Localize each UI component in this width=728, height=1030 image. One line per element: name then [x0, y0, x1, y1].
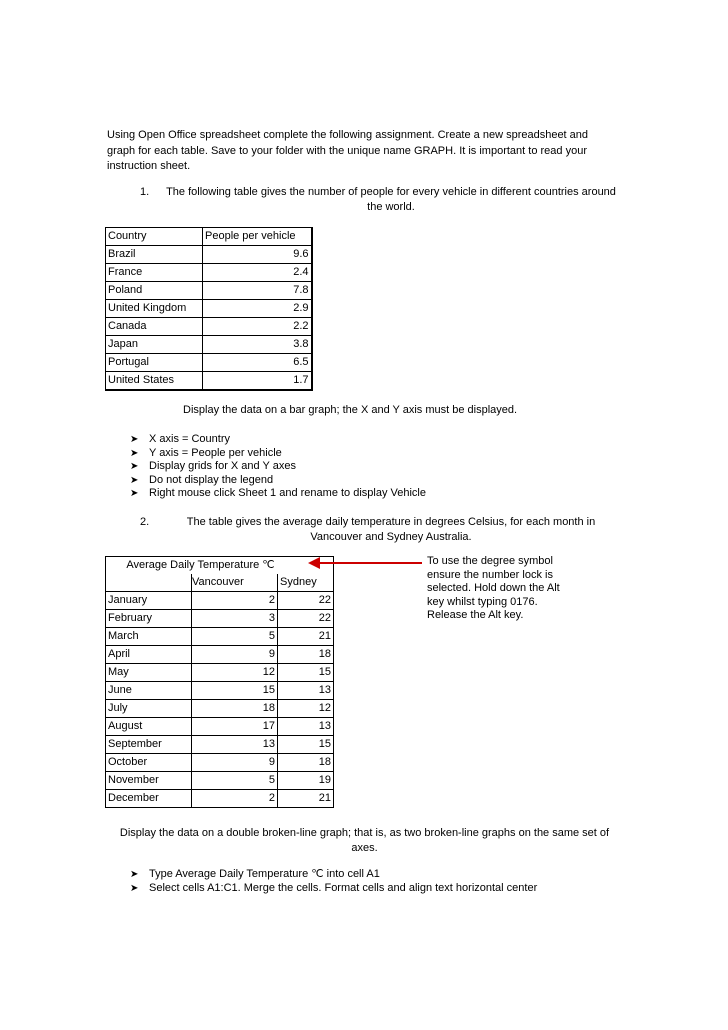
vancouver-cell: 13: [192, 736, 278, 754]
vehicle-table: [105, 227, 313, 391]
question-2-instruction: Display the data on a double broken-line graph; that is, as two broken-line graphs on the same set of axes.: [119, 827, 610, 854]
bullet-text: Display grids for X and Y axes: [149, 460, 296, 473]
arrow-bullet-icon: ➤: [130, 474, 139, 486]
month-cell: October: [106, 754, 192, 772]
table-row: [106, 300, 312, 318]
arrow-bullet-icon: ➤: [130, 461, 139, 473]
question-1-bullet-list: [130, 433, 426, 501]
table-row: [106, 610, 334, 628]
table-row: [106, 736, 334, 754]
degree-symbol-note: To use the degree symbol ensure the number lock is selected. Hold down the Alt key whilst typing 0176. Release the Alt key.: [427, 555, 560, 621]
table-header-row: [106, 228, 312, 246]
table-row: [106, 718, 334, 736]
value-cell: 2.2: [203, 318, 312, 336]
table-title-text: Average Daily Temperature ℃: [126, 559, 275, 571]
vancouver-cell: 5: [192, 628, 278, 646]
sydney-cell: 22: [278, 592, 334, 610]
bullet-text: X axis = Country: [149, 433, 231, 445]
month-cell: February: [106, 610, 192, 628]
header-vancouver: Vancouver: [192, 574, 278, 592]
value-cell: 7.8: [203, 282, 312, 300]
list-item: [130, 882, 537, 896]
header-month: [106, 574, 192, 592]
table-title-row: [106, 557, 334, 575]
intro-paragraph: Using Open Office spreadsheet complete the following assignment. Create a new spreadsheet and graph for each table. Save to your folder with the unique name GRAPH. It is important to read your instruction sheet.: [107, 129, 589, 172]
table-row: [106, 664, 334, 682]
list-item: [130, 474, 426, 488]
month-cell: December: [106, 790, 192, 808]
list-item: [130, 460, 426, 474]
country-cell: Portugal: [106, 354, 203, 372]
table-row: [106, 754, 334, 772]
table-row: [106, 264, 312, 282]
value-cell: 6.5: [203, 354, 312, 372]
month-cell: July: [106, 700, 192, 718]
value-cell: 3.8: [203, 336, 312, 354]
month-cell: November: [106, 772, 192, 790]
vancouver-cell: 12: [192, 664, 278, 682]
country-cell: United States: [106, 372, 203, 391]
value-cell: 9.6: [203, 246, 312, 264]
month-cell: May: [106, 664, 192, 682]
table-row: [106, 592, 334, 610]
arrow-bullet-icon: ➤: [130, 447, 139, 459]
question-1-text: The following table gives the number of people for every vehicle in different countries around the world.: [166, 186, 616, 213]
bullet-text: Type Average Daily Temperature ℃ into cell A1: [149, 868, 380, 880]
list-item: [130, 868, 537, 882]
bullet-text: Y axis = People per vehicle: [149, 446, 282, 459]
table-row: [106, 282, 312, 300]
sydney-cell: 18: [278, 646, 334, 664]
table-row: [106, 628, 334, 646]
month-cell: August: [106, 718, 192, 736]
month-cell: April: [106, 646, 192, 664]
bullet-text: Do not display the legend: [149, 473, 274, 486]
list-item: [130, 487, 426, 501]
sydney-cell: 18: [278, 754, 334, 772]
table-row: [106, 682, 334, 700]
value-cell: 1.7: [203, 372, 312, 391]
sydney-cell: 21: [278, 628, 334, 646]
sydney-cell: 15: [278, 664, 334, 682]
vancouver-cell: 17: [192, 718, 278, 736]
vancouver-cell: 9: [192, 754, 278, 772]
table-row: [106, 336, 312, 354]
question-2-bullet-list: [130, 868, 537, 895]
arrow-bullet-icon: ➤: [130, 869, 139, 880]
table-row: [106, 246, 312, 264]
question-1-heading: [140, 185, 620, 215]
country-cell: United Kingdom: [106, 300, 203, 318]
table-row: [106, 772, 334, 790]
arrow-bullet-icon: ➤: [130, 882, 139, 894]
table-row: [106, 646, 334, 664]
header-country: Country: [106, 228, 203, 246]
vancouver-cell: 18: [192, 700, 278, 718]
vancouver-cell: 2: [192, 790, 278, 808]
table-row: [106, 372, 312, 391]
value-cell: 2.4: [203, 264, 312, 282]
sydney-cell: 12: [278, 700, 334, 718]
red-arrow-icon: [306, 556, 424, 570]
country-cell: Brazil: [106, 246, 203, 264]
sydney-cell: 22: [278, 610, 334, 628]
value-cell: 2.9: [203, 300, 312, 318]
bullet-text: Select cells A1:C1. Merge the cells. Format cells and align text horizontal center: [149, 881, 538, 894]
month-cell: March: [106, 628, 192, 646]
table-row: [106, 318, 312, 336]
country-cell: France: [106, 264, 203, 282]
vancouver-cell: 15: [192, 682, 278, 700]
arrow-bullet-icon: ➤: [130, 434, 139, 445]
sydney-cell: 21: [278, 790, 334, 808]
vancouver-cell: 9: [192, 646, 278, 664]
table-header-row: [106, 574, 334, 592]
question-2-text: The table gives the average daily temperature in degrees Celsius, for each month in Vancouver and Sydney Australia.: [186, 516, 596, 543]
country-cell: Poland: [106, 282, 203, 300]
table-row: [106, 354, 312, 372]
list-item: [130, 447, 426, 461]
question-1-number: 1.: [140, 186, 150, 198]
arrow-bullet-icon: ➤: [130, 488, 139, 500]
table-title: [106, 557, 334, 575]
question-2-heading: [140, 515, 620, 545]
table-row: [106, 790, 334, 808]
month-cell: January: [106, 592, 192, 610]
vancouver-cell: 5: [192, 772, 278, 790]
header-people-per-vehicle: People per vehicle: [203, 228, 312, 246]
country-cell: Japan: [106, 336, 203, 354]
sydney-cell: 13: [278, 682, 334, 700]
sydney-cell: 13: [278, 718, 334, 736]
vancouver-cell: 3: [192, 610, 278, 628]
sydney-cell: 19: [278, 772, 334, 790]
temperature-table: [105, 556, 334, 808]
month-cell: June: [106, 682, 192, 700]
header-sydney: Sydney: [278, 574, 334, 592]
vancouver-cell: 2: [192, 592, 278, 610]
question-1-instruction: Display the data on a bar graph; the X and Y axis must be displayed.: [183, 404, 518, 416]
table-row: [106, 700, 334, 718]
month-cell: September: [106, 736, 192, 754]
bullet-text: Right mouse click Sheet 1 and rename to display Vehicle: [149, 487, 426, 500]
list-item: [130, 433, 426, 447]
question-2-number: 2.: [140, 516, 150, 528]
sydney-cell: 15: [278, 736, 334, 754]
country-cell: Canada: [106, 318, 203, 336]
